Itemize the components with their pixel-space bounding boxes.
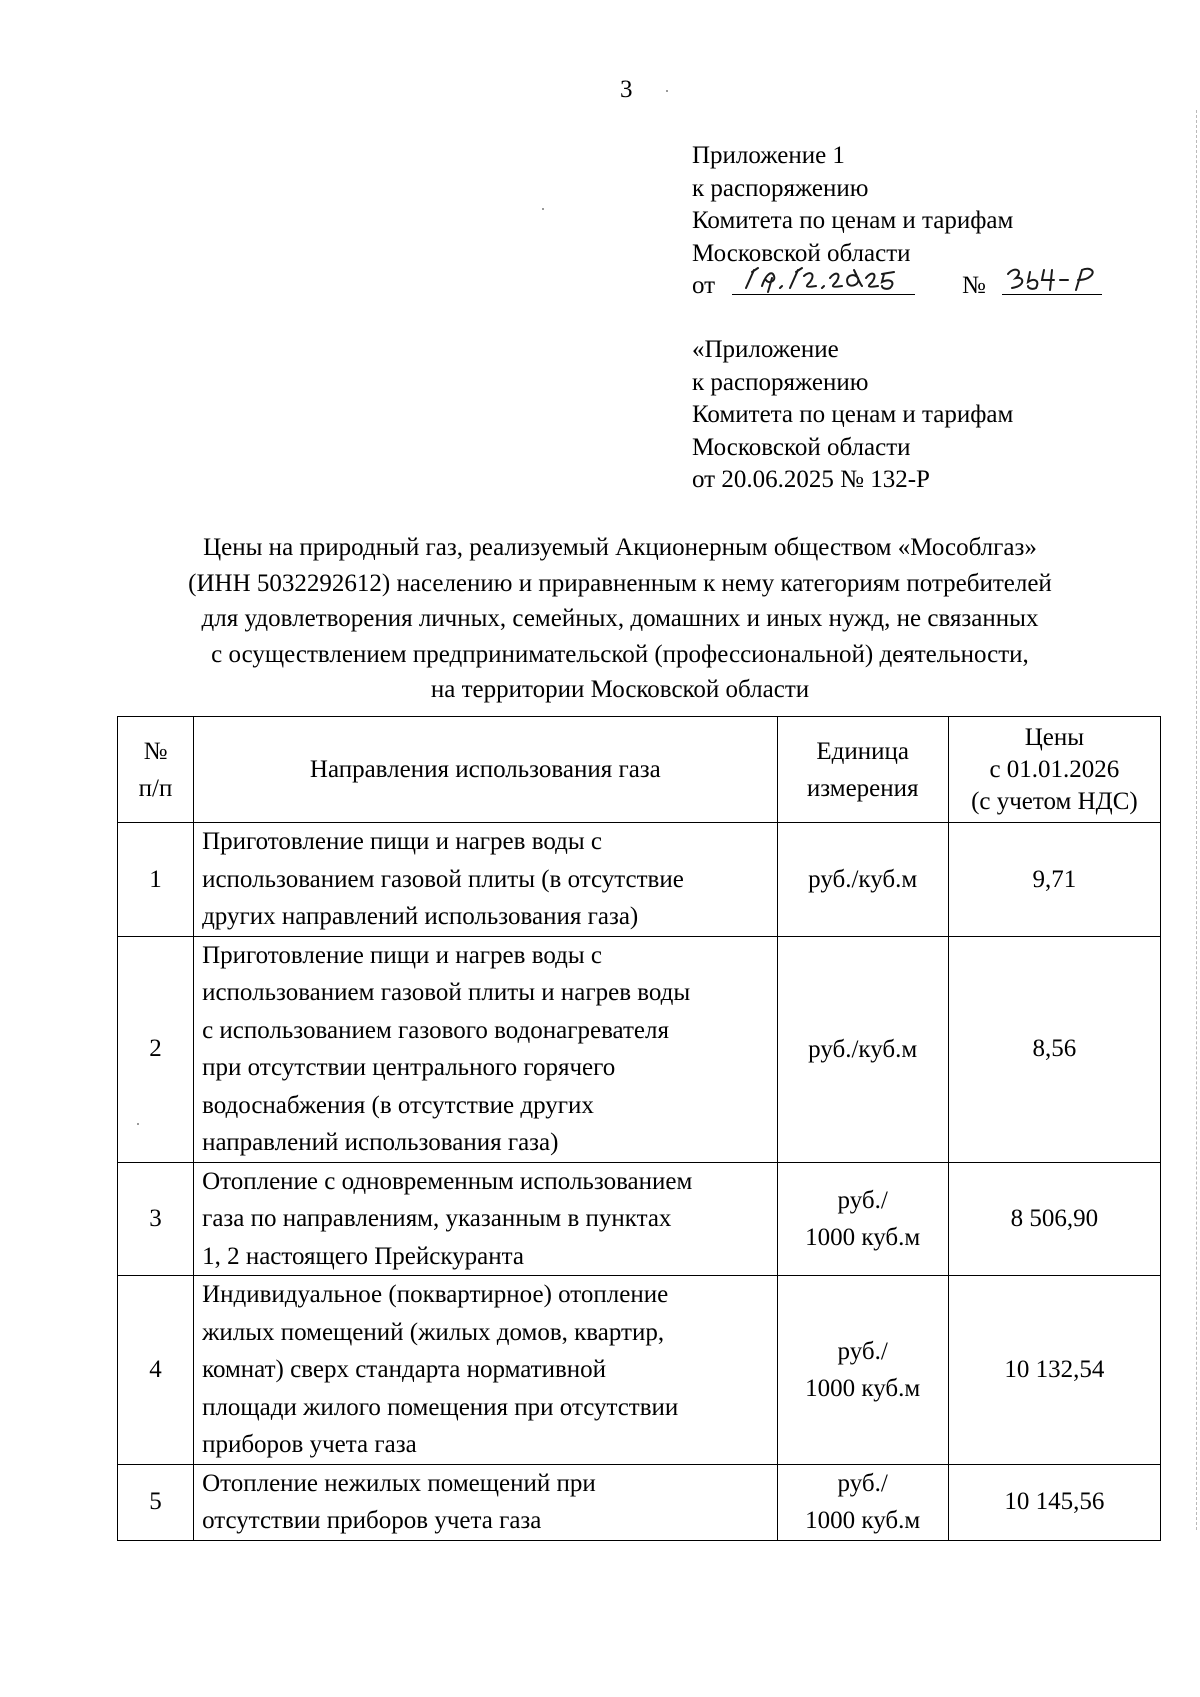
header-price-line: Цены xyxy=(1024,723,1085,751)
unit-line: руб./ xyxy=(837,1470,888,1497)
header-unit xyxy=(777,717,948,823)
table-row xyxy=(118,1464,1161,1540)
scan-speck xyxy=(666,90,668,92)
order-date-number-line xyxy=(692,270,1112,302)
unit-line: 1000 куб.м xyxy=(805,1374,921,1402)
row-direction xyxy=(194,1276,778,1465)
handwritten-number-ink xyxy=(1002,264,1102,294)
row-unit xyxy=(777,1162,948,1276)
appendix-prior-line: Комитета по ценам и тарифам xyxy=(692,401,1014,428)
direction-line: площади жилого помещения при отсутствии xyxy=(202,1393,679,1421)
direction-line: Приготовление пищи и нагрев воды с xyxy=(202,828,602,855)
handwritten-number xyxy=(1002,264,1102,295)
appendix-1-block xyxy=(692,140,1112,302)
unit-line: руб./куб.м xyxy=(808,865,918,893)
document-title xyxy=(120,530,1120,708)
direction-line: других направлений использования газа) xyxy=(202,903,639,930)
unit-line: руб./ xyxy=(837,1186,888,1214)
row-num: 5 xyxy=(118,1464,194,1540)
unit-line: 1000 куб.м xyxy=(805,1507,921,1534)
appendix-prior-line: «Приложение xyxy=(692,336,839,363)
table-row xyxy=(118,1162,1161,1276)
row-price: 9,71 xyxy=(948,823,1160,937)
row-num: 4 xyxy=(118,1276,194,1465)
direction-line: использованием газовой плиты и нагрев воды xyxy=(202,979,691,1006)
appendix-prior-line: Московской области xyxy=(692,433,911,461)
table-row xyxy=(118,936,1161,1162)
row-unit xyxy=(777,823,948,937)
title-line: на территории Московской области xyxy=(430,676,810,703)
table-header-row xyxy=(118,717,1161,823)
unit-line: руб./куб.м xyxy=(808,1035,918,1063)
header-price-line: с 01.01.2026 xyxy=(989,755,1120,783)
table-row xyxy=(118,1276,1161,1465)
appendix-prior-line: от 20.06.2025 № 132-Р xyxy=(692,466,930,493)
title-line: для удовлетворения личных, семейных, домашних и иных нужд, не связанных xyxy=(201,605,1039,632)
unit-line: руб./ xyxy=(837,1337,888,1365)
header-unit-line: измерения xyxy=(806,774,919,802)
direction-line: газа по направлениям, указанным в пунктах xyxy=(202,1205,672,1232)
row-unit xyxy=(777,936,948,1162)
direction-line: приборов учета газа xyxy=(202,1431,417,1458)
title-line: Цены на природный газ, реализуемый Акционерным обществом «Мособлгаз» xyxy=(203,534,1037,561)
appendix-1-line: Московской области xyxy=(692,239,911,267)
direction-line: отсутствии приборов учета газа xyxy=(202,1507,542,1534)
from-label: от xyxy=(692,272,716,299)
appendix-1-line: Комитета по ценам и тарифам xyxy=(692,207,1014,234)
header-price-line: (с учетом НДС) xyxy=(971,787,1138,815)
table-row xyxy=(118,823,1161,937)
direction-line: Отопление с одновременным использованием xyxy=(202,1167,693,1195)
row-unit xyxy=(777,1464,948,1540)
row-unit xyxy=(777,1276,948,1465)
row-num: 1 xyxy=(118,823,194,937)
title-line: (ИНН 5032292612) населению и приравненным к нему категориям потребителей xyxy=(188,569,1052,597)
header-unit-line: Единица xyxy=(816,737,909,765)
direction-line: с использованием газового водонагревателя xyxy=(202,1016,670,1044)
direction-line: Приготовление пищи и нагрев воды с xyxy=(202,941,602,969)
row-price: 10 145,56 xyxy=(948,1464,1160,1540)
handwritten-date xyxy=(732,264,915,295)
row-price: 8 506,90 xyxy=(948,1162,1160,1276)
appendix-1-line: Приложение 1 xyxy=(692,142,845,169)
price-table xyxy=(117,716,1161,1541)
appendix-prior-block xyxy=(692,334,1112,497)
direction-line: 1, 2 настоящего Прейскуранта xyxy=(202,1242,524,1270)
page-number: 3 xyxy=(620,76,633,103)
row-num: 2 xyxy=(118,936,194,1162)
header-num-line: п/п xyxy=(138,774,173,802)
direction-line: Отопление нежилых помещений при xyxy=(202,1469,596,1497)
header-num xyxy=(118,717,194,823)
header-price xyxy=(948,717,1160,823)
direction-line: направлений использования газа) xyxy=(202,1129,559,1156)
direction-line: использованием газовой плиты (в отсутствие xyxy=(202,865,684,893)
direction-line: Индивидуальное (поквартирное) отопление xyxy=(202,1281,669,1308)
scan-speck xyxy=(542,208,544,210)
direction-line: комнат) сверх стандарта нормативной xyxy=(202,1356,607,1383)
title-line: с осуществлением предпринимательской (профессиональной) деятельности, xyxy=(211,640,1029,668)
appendix-prior-line: к распоряжению xyxy=(692,368,869,396)
row-price: 10 132,54 xyxy=(948,1276,1160,1465)
header-num-line: № xyxy=(143,737,168,765)
direction-line: жилых помещений (жилых домов, квартир, xyxy=(202,1318,665,1346)
header-direction: Направления использования газа xyxy=(194,717,778,823)
scan-edge-line xyxy=(1196,110,1197,1530)
scan-speck xyxy=(137,1123,139,1125)
row-num: 3 xyxy=(118,1162,194,1276)
direction-line: при отсутствии центрального горячего xyxy=(202,1054,616,1081)
handwritten-date-ink xyxy=(732,264,915,294)
row-direction xyxy=(194,1162,778,1276)
row-direction xyxy=(194,936,778,1162)
row-direction xyxy=(194,1464,778,1540)
unit-line: 1000 куб.м xyxy=(805,1223,921,1251)
appendix-1-line: к распоряжению xyxy=(692,174,869,202)
direction-line: водоснабжения (в отсутствие других xyxy=(202,1091,594,1119)
row-direction xyxy=(194,823,778,937)
number-sign: № xyxy=(962,272,986,299)
row-price: 8,56 xyxy=(948,936,1160,1162)
